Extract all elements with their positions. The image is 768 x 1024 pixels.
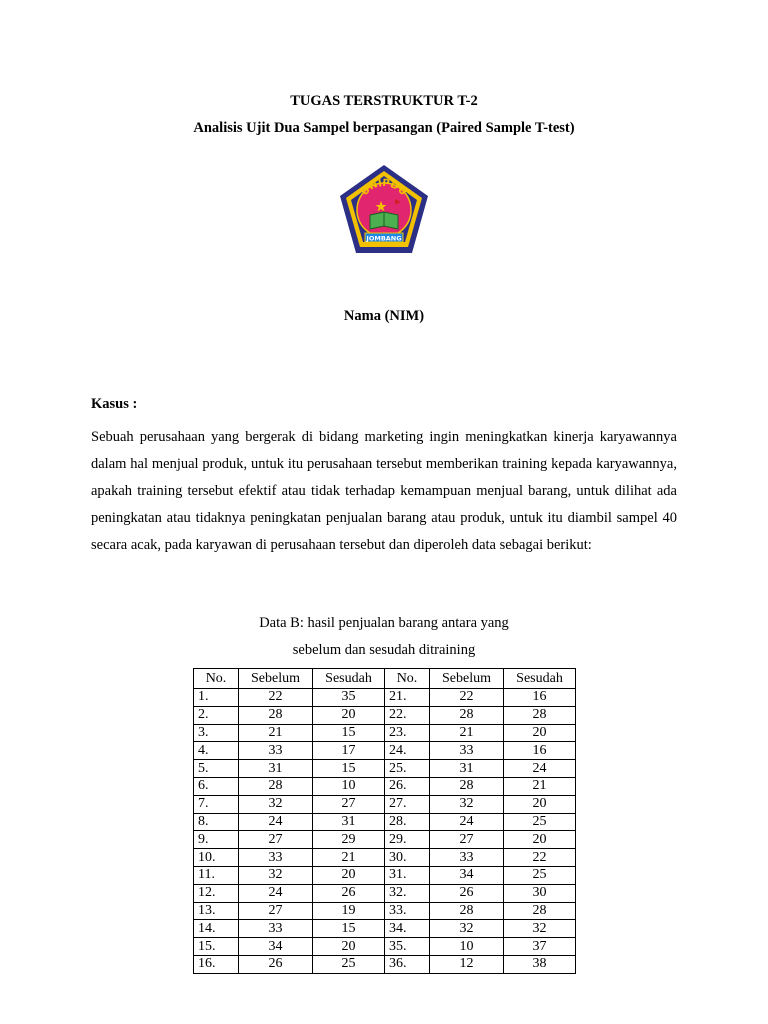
table-row xyxy=(194,902,576,920)
table-cell: 7. xyxy=(194,795,239,813)
table-cell: 16 xyxy=(504,742,576,760)
table-cell: 32 xyxy=(430,920,504,938)
table-cell: 29. xyxy=(385,831,430,849)
table-cell: 28 xyxy=(504,706,576,724)
header-sebelum-left: Sebelum xyxy=(239,669,313,689)
table-cell: 38 xyxy=(504,955,576,973)
table-cell: 28 xyxy=(504,902,576,920)
table-cell: 24 xyxy=(504,760,576,778)
table-cell: 28 xyxy=(430,777,504,795)
table-cell: 16 xyxy=(504,689,576,707)
table-cell: 20 xyxy=(504,795,576,813)
table-cell: 24 xyxy=(239,813,313,831)
table-cell: 26 xyxy=(430,884,504,902)
table-cell: 33 xyxy=(430,742,504,760)
table-cell: 30 xyxy=(504,884,576,902)
table-cell: 25 xyxy=(313,955,385,973)
table-cell: 15 xyxy=(313,760,385,778)
table-cell: 21 xyxy=(430,724,504,742)
table-row xyxy=(194,849,576,867)
table-caption-line-1: Data B: hasil penjualan barang antara yang xyxy=(259,615,509,631)
table-cell: 25 xyxy=(504,866,576,884)
table-cell: 32 xyxy=(239,866,313,884)
document-title: TUGAS TERSTRUKTUR T-2 xyxy=(290,93,478,109)
table-cell: 24 xyxy=(430,813,504,831)
table-cell: 10 xyxy=(430,938,504,956)
table-row xyxy=(194,938,576,956)
sales-data-table xyxy=(193,668,576,974)
header-no-right: No. xyxy=(385,669,430,689)
svg-text:UNIPDU: UNIPDU xyxy=(359,177,409,199)
table-cell: 5. xyxy=(194,760,239,778)
table-cell: 1. xyxy=(194,689,239,707)
table-cell: 28. xyxy=(385,813,430,831)
table-cell: 19 xyxy=(313,902,385,920)
table-cell: 22 xyxy=(504,849,576,867)
table-cell: 34 xyxy=(239,938,313,956)
table-cell: 37 xyxy=(504,938,576,956)
table-cell: 6. xyxy=(194,777,239,795)
header-sebelum-right: Sebelum xyxy=(430,669,504,689)
header-sesudah-right: Sesudah xyxy=(504,669,576,689)
table-cell: 35 xyxy=(313,689,385,707)
table-cell: 27. xyxy=(385,795,430,813)
table-cell: 26. xyxy=(385,777,430,795)
table-row xyxy=(194,724,576,742)
table-cell: 35. xyxy=(385,938,430,956)
table-cell: 28 xyxy=(430,902,504,920)
table-cell: 26 xyxy=(239,955,313,973)
table-cell: 31 xyxy=(430,760,504,778)
table-row xyxy=(194,831,576,849)
table-cell: 27 xyxy=(239,902,313,920)
table-cell: 9. xyxy=(194,831,239,849)
case-paragraph: Sebuah perusahaan yang bergerak di bidang marketing ingin meningkatkan kinerja karyawannya dalam hal menjual produk, untuk itu perusahaan tersebut memberikan training kepada karyawannya, apakah training tersebut efektif atau tidak terhadap kemampuan menjual barang, untuk dilihat ada peningkatan atau tidaknya peningkatan penjualan barang atau produk, untuk itu diambil sampel 40 secara acak, pada karyawan di perusahaan tersebut dan diperoleh data sebagai berikut: xyxy=(91,429,677,553)
table-row xyxy=(194,920,576,938)
table-cell: 21 xyxy=(504,777,576,795)
document-subtitle: Analisis Ujit Dua Sampel berpasangan (Paired Sample T-test) xyxy=(193,120,575,136)
table-cell: 32 xyxy=(504,920,576,938)
header-no-left: No. xyxy=(194,669,239,689)
table-cell: 34. xyxy=(385,920,430,938)
table-cell: 28 xyxy=(430,706,504,724)
table-cell: 3. xyxy=(194,724,239,742)
section-heading: Kasus : xyxy=(91,396,138,412)
table-cell: 4. xyxy=(194,742,239,760)
table-cell: 27 xyxy=(430,831,504,849)
university-seal-icon xyxy=(337,163,431,258)
table-row xyxy=(194,760,576,778)
table-cell: 34 xyxy=(430,866,504,884)
student-name-label: Nama (NIM) xyxy=(343,308,425,324)
table-cell: 12 xyxy=(430,955,504,973)
table-cell: 14. xyxy=(194,920,239,938)
table-row xyxy=(194,795,576,813)
table-cell: 22. xyxy=(385,706,430,724)
table-cell: 8. xyxy=(194,813,239,831)
table-row xyxy=(194,866,576,884)
table-cell: 13. xyxy=(194,902,239,920)
table-cell: 20 xyxy=(504,831,576,849)
table-cell: 21 xyxy=(239,724,313,742)
table-row xyxy=(194,742,576,760)
table-cell: 26 xyxy=(313,884,385,902)
table-cell: 30. xyxy=(385,849,430,867)
table-cell: 31 xyxy=(239,760,313,778)
table-cell: 32 xyxy=(239,795,313,813)
table-cell: 21 xyxy=(313,849,385,867)
table-cell: 20 xyxy=(313,706,385,724)
table-cell: 22 xyxy=(430,689,504,707)
table-row xyxy=(194,777,576,795)
table-cell: 24 xyxy=(239,884,313,902)
table-cell: 27 xyxy=(313,795,385,813)
table-cell: 17 xyxy=(313,742,385,760)
table-cell: 22 xyxy=(239,689,313,707)
table-cell: 36. xyxy=(385,955,430,973)
table-cell: 33 xyxy=(239,920,313,938)
table-cell: 11. xyxy=(194,866,239,884)
table-cell: 20 xyxy=(313,866,385,884)
table-cell: 20 xyxy=(313,938,385,956)
header-sesudah-left: Sesudah xyxy=(313,669,385,689)
table-cell: 21. xyxy=(385,689,430,707)
table-cell: 25 xyxy=(504,813,576,831)
table-cell: 12. xyxy=(194,884,239,902)
table-cell: 23. xyxy=(385,724,430,742)
table-cell: 31. xyxy=(385,866,430,884)
table-cell: 33. xyxy=(385,902,430,920)
table-row xyxy=(194,884,576,902)
table-cell: 27 xyxy=(239,831,313,849)
table-cell: 15 xyxy=(313,724,385,742)
table-cell: 33 xyxy=(239,742,313,760)
table-cell: 10 xyxy=(313,777,385,795)
table-cell: 16. xyxy=(194,955,239,973)
table-cell: 15 xyxy=(313,920,385,938)
table-cell: 24. xyxy=(385,742,430,760)
table-cell: 20 xyxy=(504,724,576,742)
table-row xyxy=(194,689,576,707)
table-row xyxy=(194,955,576,973)
table-cell: 31 xyxy=(313,813,385,831)
table-cell: 33 xyxy=(239,849,313,867)
table-row xyxy=(194,813,576,831)
table-body xyxy=(194,689,576,974)
table-cell: 2. xyxy=(194,706,239,724)
table-row xyxy=(194,706,576,724)
svg-text:JOMBANG: JOMBANG xyxy=(366,234,402,243)
table-cell: 28 xyxy=(239,706,313,724)
table-cell: 28 xyxy=(239,777,313,795)
table-cell: 25. xyxy=(385,760,430,778)
table-cell: 10. xyxy=(194,849,239,867)
table-cell: 29 xyxy=(313,831,385,849)
table-caption-line-2: sebelum dan sesudah ditraining xyxy=(292,642,476,658)
table-cell: 15. xyxy=(194,938,239,956)
table-cell: 32 xyxy=(430,795,504,813)
table-cell: 32. xyxy=(385,884,430,902)
table-header-row xyxy=(194,669,576,689)
table-cell: 33 xyxy=(430,849,504,867)
